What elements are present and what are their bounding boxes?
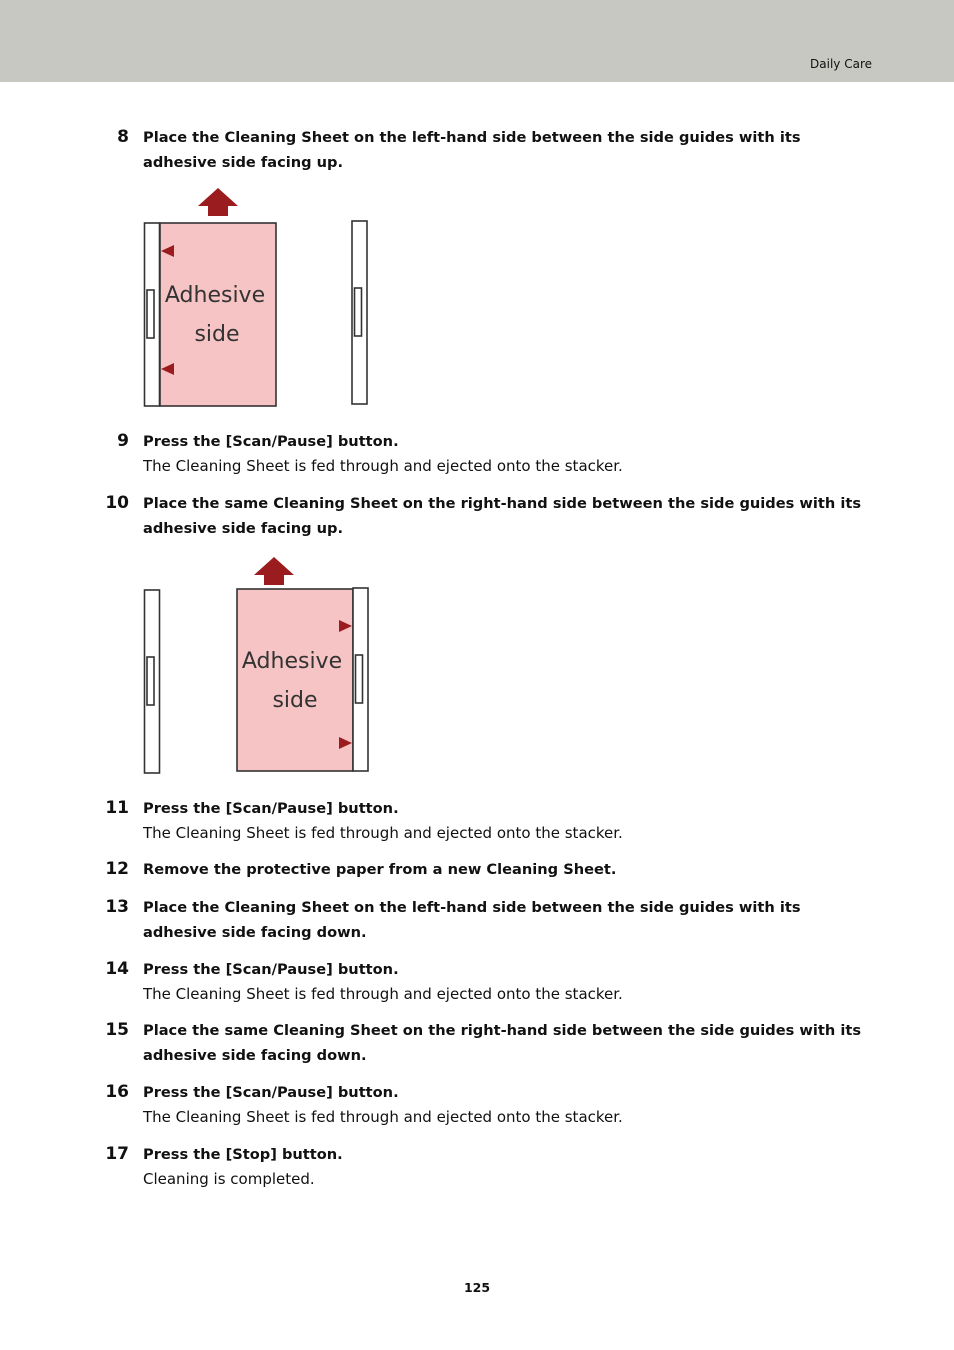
step-title: Place the same Cleaning Sheet on the right-hand side between the side guides with its adhesive side facing down. <box>143 1022 862 1064</box>
step-title: Press the [Stop] button. <box>143 1146 343 1163</box>
sheet-label-line1: Adhesive <box>241 649 343 674</box>
step-title: Remove the protective paper from a new Cleaning Sheet. <box>143 861 617 878</box>
feed-arrow-icon <box>254 557 294 585</box>
figure-sheet-right <box>140 555 380 779</box>
step-number: 10 <box>105 493 129 513</box>
step-number: 14 <box>105 959 129 979</box>
cleaning-sheet <box>160 223 276 406</box>
step-title: Press the [Scan/Pause] button. <box>143 961 399 978</box>
step-number: 17 <box>105 1144 129 1164</box>
step-number: 16 <box>105 1082 129 1102</box>
step-title: Place the Cleaning Sheet on the left-hand side between the side guides with its adhesive side facing down. <box>143 899 801 941</box>
step-title: Press the [Scan/Pause] button. <box>143 433 399 450</box>
right-side-guide <box>353 588 368 771</box>
step-description: Cleaning is completed. <box>143 1170 315 1188</box>
step-description: The Cleaning Sheet is fed through and ejected onto the stacker. <box>143 1108 623 1126</box>
cleaning-sheet <box>237 589 353 771</box>
sheet-label-line1: Adhesive <box>164 283 266 308</box>
step-title: Press the [Scan/Pause] button. <box>143 800 399 817</box>
page-number: 125 <box>463 1280 491 1295</box>
step-title: Place the Cleaning Sheet on the left-hand side between the side guides with its adhesive side facing up. <box>143 129 801 171</box>
step-title: Place the same Cleaning Sheet on the right-hand side between the side guides with its adhesive side facing up. <box>143 495 862 537</box>
step-number: 15 <box>105 1020 129 1040</box>
step-number: 11 <box>105 798 129 818</box>
step-description: The Cleaning Sheet is fed through and ejected onto the stacker. <box>143 457 623 475</box>
step-description: The Cleaning Sheet is fed through and ejected onto the stacker. <box>143 824 623 842</box>
step-number: 9 <box>117 431 129 451</box>
sheet-label-line2: side <box>194 322 240 347</box>
sheet-label-line2: side <box>272 688 318 713</box>
figure-sheet-left <box>140 188 380 412</box>
step-number: 13 <box>105 897 129 917</box>
section-title: Daily Care <box>810 57 872 71</box>
left-side-guide <box>145 223 160 406</box>
left-side-guide <box>145 590 160 773</box>
step-description: The Cleaning Sheet is fed through and ejected onto the stacker. <box>143 985 623 1003</box>
step-number: 12 <box>105 859 129 879</box>
page-header <box>0 0 954 82</box>
step-title: Press the [Scan/Pause] button. <box>143 1084 399 1101</box>
right-side-guide <box>352 221 367 404</box>
step-number: 8 <box>117 127 129 147</box>
feed-arrow-icon <box>198 188 238 216</box>
